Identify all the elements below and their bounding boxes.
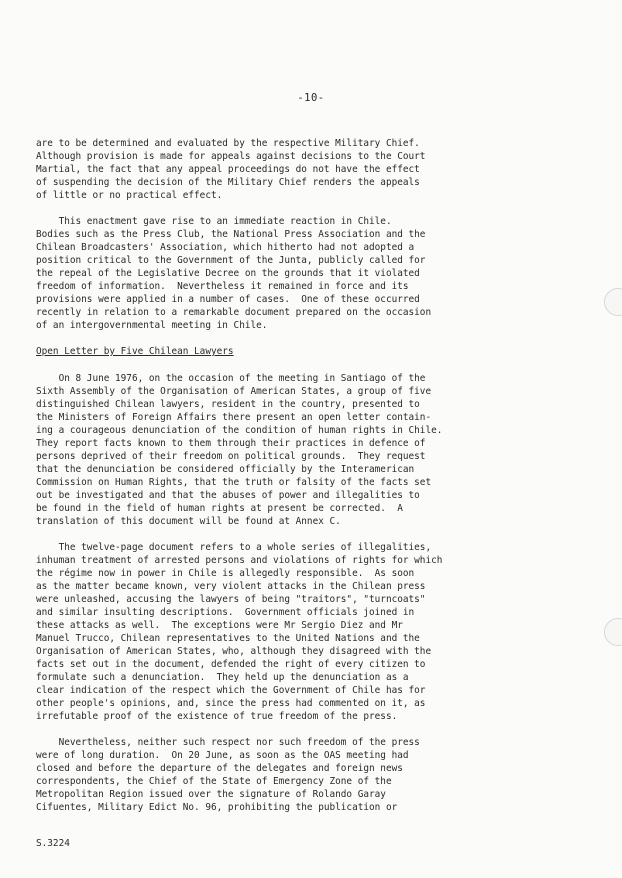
text-line: closed and before the departure of the delegates and foreign news [36, 763, 403, 774]
text-line: of little or no practical effect. [36, 190, 223, 201]
paragraph-3 [36, 372, 476, 528]
text-line: out be investigated and that the abuses of power and illegalities to [36, 490, 420, 501]
text-line: these attacks as well. The exceptions were Mr Sergio Diez and Mr [36, 620, 403, 631]
text-line: inhuman treatment of arrested persons and violations of rights for which [36, 555, 443, 566]
text-line: other people's opinions, and, since the press had commented on it, as [36, 698, 426, 709]
text-line: be found in the field of human rights at present be corrected. A [36, 503, 403, 514]
punch-hole-bottom [604, 618, 622, 646]
punch-hole-top [604, 288, 622, 316]
text-line: They report facts known to them through their practices in defence of [36, 438, 426, 449]
text-line: formulate such a denunciation. They held up the denunciation as a [36, 672, 409, 683]
text-line: provisions were applied in a number of cases. One of these occurred [36, 294, 420, 305]
text-line: clear indication of the respect which the Government of Chile has for [36, 685, 426, 696]
text-line: are to be determined and evaluated by the respective Military Chief. [36, 138, 420, 149]
paragraph-1 [36, 137, 476, 202]
paragraph-5 [36, 736, 476, 814]
text-line: correspondents, the Chief of the State of Emergency Zone of the [36, 776, 392, 787]
text-line: of suspending the decision of the Military Chief renders the appeals [36, 177, 420, 188]
text-line: and similar insulting descriptions. Government officials joined in [36, 607, 415, 618]
text-line: distinguished Chilean lawyers, resident in the country, presented to [36, 399, 420, 410]
text-line: Chilean Broadcasters' Association, which hitherto had not adopted a [36, 242, 415, 253]
text-line: ing a courageous denunciation of the condition of human rights in Chile. [36, 425, 443, 436]
text-line: Organisation of American States, who, although they disagreed with the [36, 646, 432, 657]
section-heading: Open Letter by Five Chilean Lawyers [36, 346, 234, 357]
text-line: Sixth Assembly of the Organisation of American States, a group of five [36, 386, 432, 397]
text-line: On 8 June 1976, on the occasion of the meeting in Santiago of the [36, 373, 426, 384]
text-line: irrefutable proof of the existence of true freedom of the press. [36, 711, 398, 722]
text-line: Cifuentes, Military Edict No. 96, prohibiting the publication or [36, 802, 398, 813]
paragraph-2 [36, 215, 476, 332]
text-line: Nevertheless, neither such respect nor such freedom of the press [36, 737, 420, 748]
document-reference: S.3224 [36, 838, 70, 849]
text-line: This enactment gave rise to an immediate reaction in Chile. [36, 216, 392, 227]
document-body [36, 137, 476, 827]
text-line: the Ministers of Foreign Affairs there present an open letter contain- [36, 412, 432, 423]
text-line: persons deprived of their freedom on political grounds. They request [36, 451, 426, 462]
text-line: Manuel Trucco, Chilean representatives to the United Nations and the [36, 633, 420, 644]
text-line: freedom of information. Nevertheless it remained in force and its [36, 281, 409, 292]
text-line: position critical to the Government of the Junta, publicly called for [36, 255, 426, 266]
text-line: were of long duration. On 20 June, as soon as the OAS meeting had [36, 750, 409, 761]
text-line: Martial, the fact that any appeal proceedings do not have the effect [36, 164, 420, 175]
text-line: Bodies such as the Press Club, the National Press Association and the [36, 229, 426, 240]
text-line: facts set out in the document, defended the right of every citizen to [36, 659, 426, 670]
text-line: of an intergovernmental meeting in Chile. [36, 320, 268, 331]
text-line: were unleashed, accusing the lawyers of being "traitors", "turncoats" [36, 594, 426, 605]
text-line: the repeal of the Legislative Decree on the grounds that it violated [36, 268, 420, 279]
text-line: Commission on Human Rights, that the truth or falsity of the facts set [36, 477, 432, 488]
text-line: translation of this document will be found at Annex C. [36, 516, 341, 527]
text-line: the régime now in power in Chile is allegedly responsible. As soon [36, 568, 415, 579]
text-line: Although provision is made for appeals against decisions to the Court [36, 151, 426, 162]
page-number: -10- [297, 92, 325, 104]
text-line: Metropolitan Region issued over the signature of Rolando Garay [36, 789, 386, 800]
text-line: that the denunciation be considered officially by the Interamerican [36, 464, 415, 475]
paragraph-4 [36, 541, 476, 723]
text-line: recently in relation to a remarkable document prepared on the occasion [36, 307, 432, 318]
text-line: as the matter became known, very violent attacks in the Chilean press [36, 581, 426, 592]
text-line: The twelve-page document refers to a whole series of illegalities, [36, 542, 432, 553]
